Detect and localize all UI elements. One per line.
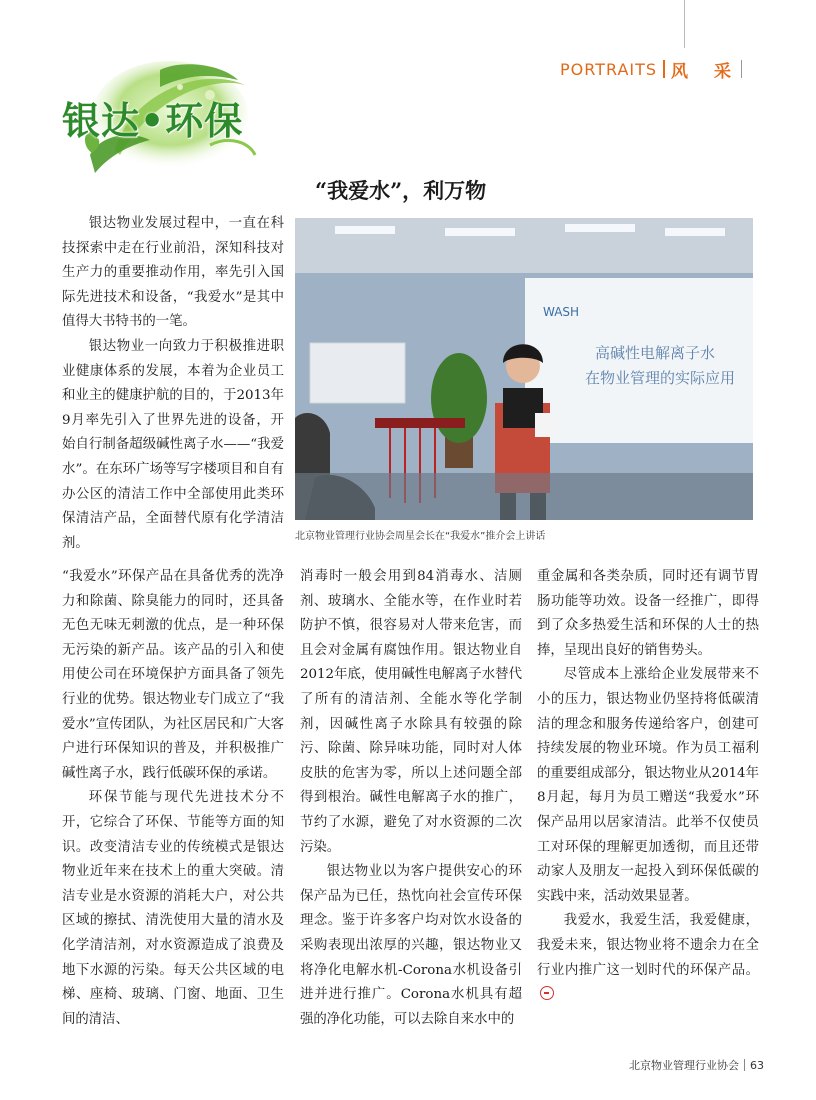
- photo-caption: 北京物业管理行业协会周星会长在“我爱水”推介会上讲话: [295, 531, 546, 542]
- column-left-top: [62, 212, 284, 556]
- paragraph-4-mid: 银达物业以为客户提供安心的环保产品为已任，热忱向社会宣传环保理念。鉴于许多客户均对饮水设备的采购表现出浓厚的兴趣，银达物业又将净化电解水机-Corona水机设备引进并进行推广。Corona水机具有超强的净化功能，可以去除自来水中的: [300, 864, 522, 1027]
- event-photo: [295, 218, 753, 520]
- column-right: [537, 565, 759, 1008]
- page-number: 63: [750, 1058, 764, 1072]
- top-divider: [684, 0, 685, 48]
- page-footer: [604, 1055, 764, 1075]
- section-label-en: PORTRAITS: [560, 59, 658, 79]
- logo-text: 银达•环保: [62, 99, 244, 143]
- paragraph-6-wrap: [537, 909, 759, 1007]
- paragraph-3-mid: 消毒时一般会用到84消毒水、洁厕剂、玻璃水、全能水等，在作业时若防护不慎，很容易对人带来危害，而且会对金属有腐蚀作用。银达物业自2012年底，使用碱性电解离子水替代了所有的清洁剂、全能水等化学制剂，因碱性离子水除具有较强的除污、除菌、除异味功能，同时对人体皮肤的危害为零，所以上述问题全部得到根治。碱性电解离子水的推广，节约了水源，避免了对水资源的二次污染。: [300, 569, 522, 855]
- header-end-divider: [741, 60, 742, 78]
- column-middle: [300, 565, 522, 1032]
- column-left-bottom: [62, 565, 284, 1032]
- screen-line-2: 在物业管理的实际应用: [585, 369, 736, 387]
- paragraph-2-top: 银达物业一向致力于积极推进职业健康体系的发展，本着为企业员工和业主的健康护航的目的，于2013年9月率先引入了世界先进的设备，开始自行制备超级碱性离子水——“我爱水”。在东环广场等写字楼项目和自有办公区的清洁工作中全部使用此类环保清洁产品，全面替代原有化学清洁剂。: [62, 338, 284, 551]
- screen-line-1: 高碱性电解离子水: [595, 344, 716, 362]
- paragraph-6: 我爱水，我爱生活，我爱健康，我爱未来，银达物业将不遗余力在全行业内推广这一划时代的环保产品。: [537, 913, 759, 978]
- paragraph-4-right: 重金属和各类杂质，同时还有调节胃肠功能等功效。设备一经推广，即得到了众多热爱生活和环保的人士的热捧，呈现出良好的销售势头。: [537, 569, 759, 658]
- section-label-cn: 风 采: [671, 61, 741, 82]
- footer-divider: [744, 1059, 745, 1071]
- footer-publisher: 北京物业管理行业协会: [629, 1059, 739, 1072]
- paragraph-1: 银达物业发展过程中，一直在科技探索中走在行业前沿，深知科技对生产力的重要推动作用，率先引入国际先进技术和设备，“我爱水”是其中值得大书特书的一笔。: [62, 216, 284, 330]
- end-mark-icon: [540, 986, 554, 1000]
- paragraph-3-left: 环保节能与现代先进技术分不开，它综合了环保、节能等方面的知识。改变清洁专业的传统模式是银达物业近年来在技术上的重大突破。清洁专业是水资源的消耗大户，对公共区域的擦拭、清洗使用大量的清水及化学清洁剂，对水资源造成了浪费及地下水源的污染。每天公共区域的电梯、座椅、玻璃、门窗、地面、卫生间的清洁、: [62, 790, 284, 1027]
- screen-brand: WASH: [543, 305, 580, 319]
- header-divider: [663, 60, 665, 78]
- article-title: “我爱水”，利万物: [315, 178, 487, 203]
- paragraph-2-bottom: “我爱水”环保产品在具备优秀的洗净力和除菌、除臭能力的同时，还具备无色无味无刺激的优点，是一种环保无污染的新产品。该产品的引入和使用使公司在环境保护方面具备了领先行业的优势。银达物业专门成立了“我爱水”宣传团队，为社区居民和广大客户进行环保知识的普及，并积极推广碱性离子水，践行低碳环保的承诺。: [62, 569, 284, 781]
- section-header: [560, 57, 770, 81]
- paragraph-5: 尽管成本上涨给企业发展带来不小的压力，银达物业仍坚持将低碳清洁的理念和服务传递给客户，创建可持续发展的物业环境。作为员工福利的重要组成部分，银达物业从2014年8月起，每月为员工赠送“我爱水”环保产品用以居家清洁。此举不仅使员工对环保的理解更加透彻，而且还带动家人及朋友一起投入到环保低碳的实践中来，活动效果显著。: [537, 667, 759, 904]
